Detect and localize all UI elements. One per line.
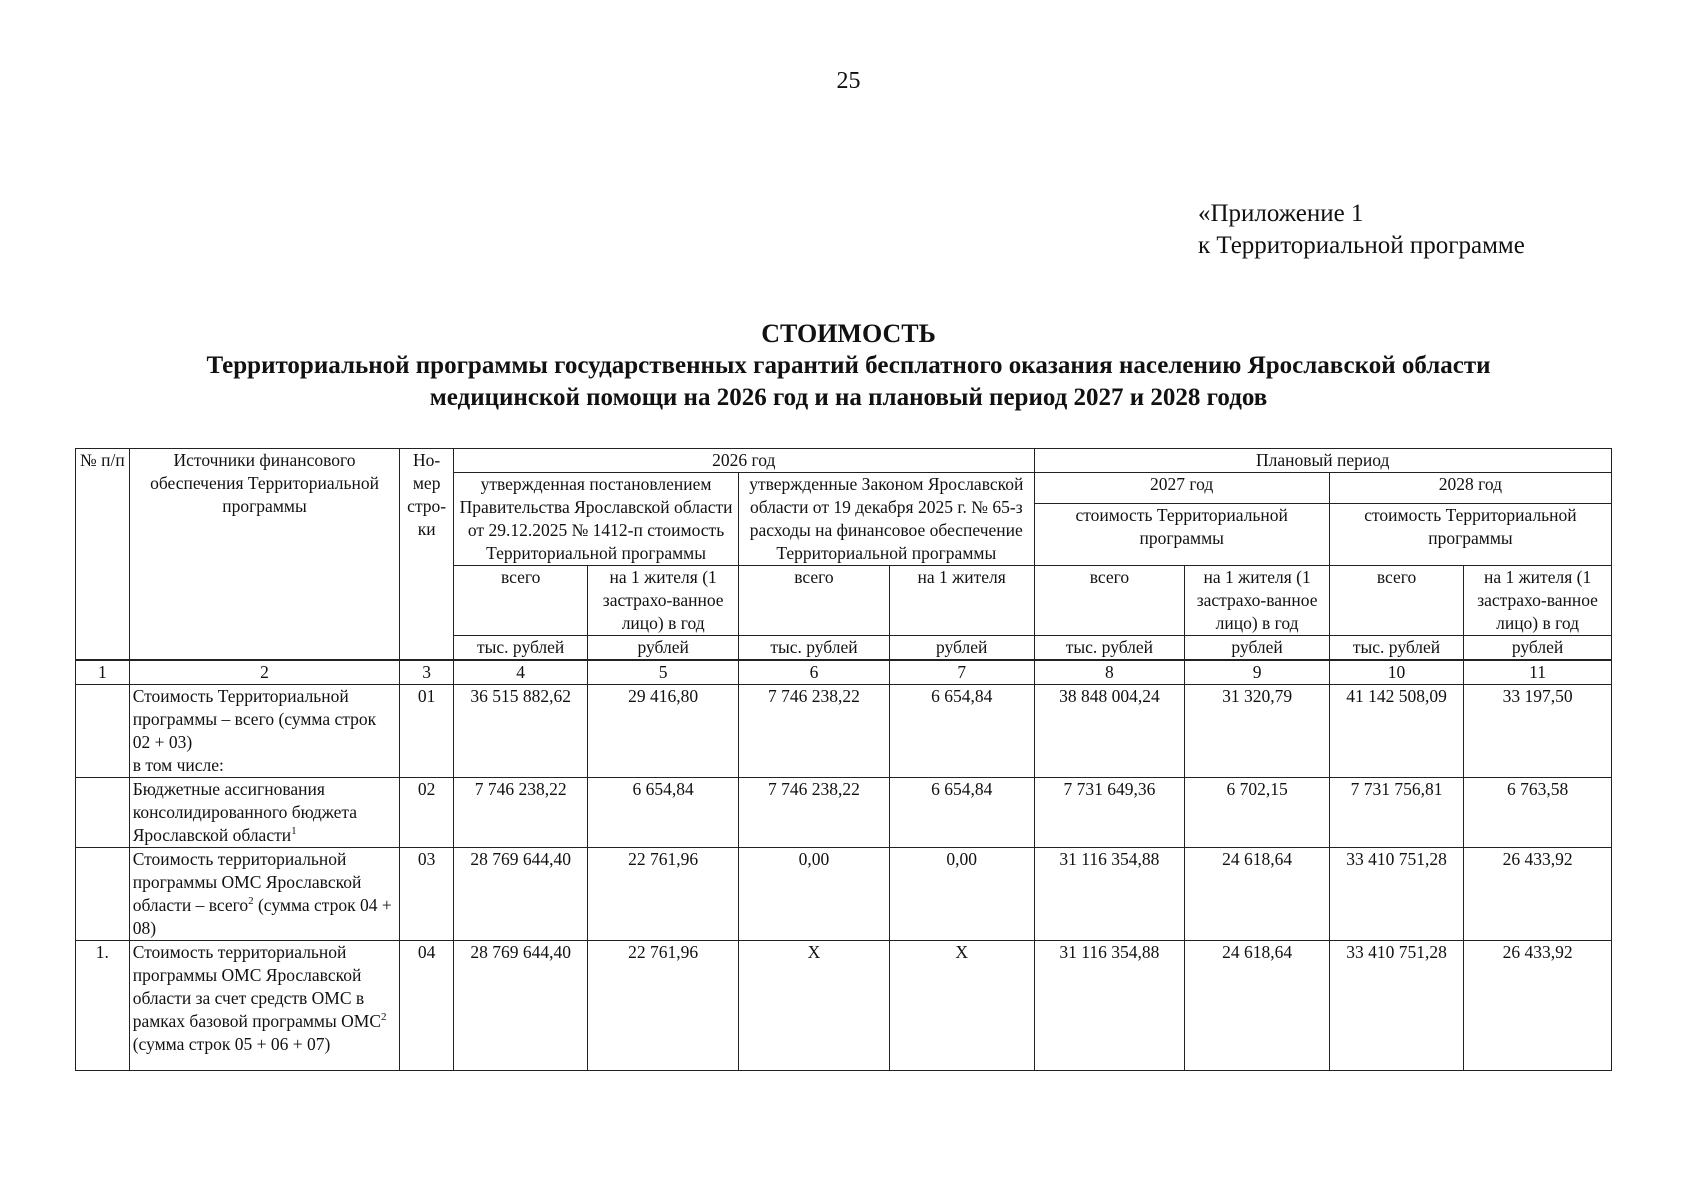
cell-value: 7 731 649,36: [1034, 778, 1185, 848]
unit-cell: рублей: [1185, 636, 1330, 661]
column-number: 3: [400, 660, 454, 685]
column-number-row: [76, 660, 1612, 685]
cell-value: 33 410 751,28: [1329, 941, 1463, 1071]
document-title: [0, 318, 1697, 414]
cell-value: 38 848 004,24: [1034, 685, 1185, 778]
cell-value: 7 746 238,22: [739, 685, 890, 778]
table-row: [76, 848, 1612, 941]
cell-value: 6 654,84: [889, 778, 1034, 848]
row-source: [129, 685, 400, 778]
row-index: 1.: [76, 941, 130, 1071]
header-total: всего: [1329, 566, 1463, 636]
footnote-mark: 2: [381, 1011, 387, 1024]
column-number: 7: [889, 660, 1034, 685]
row-index: [76, 848, 130, 941]
row-source-text-tail: (сумма строк 05 + 06 + 07): [132, 1034, 331, 1054]
cell-value: 6 702,15: [1185, 778, 1330, 848]
header-year-2026: 2026 год: [454, 449, 1034, 473]
column-number: 9: [1185, 660, 1330, 685]
cell-value: 6 763,58: [1464, 778, 1612, 848]
page-number: 25: [836, 68, 861, 94]
cell-value: 24 618,64: [1185, 848, 1330, 941]
header-per-capita-insured: на 1 жителя (1 застрахо-ванное лицо) в год: [588, 566, 739, 636]
row-source-text: Стоимость Территориальной программы – всего (сумма строк 02 + 03): [132, 686, 377, 752]
cell-value: 0,00: [739, 848, 890, 941]
row-source: [129, 848, 400, 941]
header-per-capita-insured: на 1 жителя (1 застрахо-ванное лицо) в год: [1464, 566, 1612, 636]
cell-value: Х: [889, 941, 1034, 1071]
table-row: [76, 778, 1612, 848]
unit-cell: тыс. рублей: [739, 636, 890, 661]
cell-value: 29 416,80: [588, 685, 739, 778]
cell-value: 22 761,96: [588, 848, 739, 941]
cell-value: 41 142 508,09: [1329, 685, 1463, 778]
header-row-number: № п/п: [76, 449, 130, 661]
row-line-number: 02: [400, 778, 454, 848]
cell-value: 33 410 751,28: [1329, 848, 1463, 941]
cell-value: 28 769 644,40: [454, 848, 588, 941]
row-index: [76, 778, 130, 848]
header-total: всего: [1034, 566, 1185, 636]
row-index: [76, 685, 130, 778]
column-number: 1: [76, 660, 130, 685]
unit-cell: рублей: [889, 636, 1034, 661]
cost-table: [75, 448, 1612, 1071]
title-line-2: Территориальной программы государственных гарантий бесплатного оказания населению Ярославской области: [206, 352, 1491, 379]
column-number: 6: [739, 660, 890, 685]
header-planned-period: Плановый период: [1034, 449, 1612, 473]
cell-value: 26 433,92: [1464, 848, 1612, 941]
footnote-mark: 1: [291, 825, 297, 838]
cell-value: 24 618,64: [1185, 941, 1330, 1071]
appendix-line-1: «Приложение 1: [1198, 200, 1364, 227]
header-source: Источники финансового обеспечения Территориальной программы: [129, 449, 400, 661]
column-number: 11: [1464, 660, 1612, 685]
cell-value: 33 197,50: [1464, 685, 1612, 778]
cell-value: 31 116 354,88: [1034, 941, 1185, 1071]
row-source: [129, 778, 400, 848]
row-source-text: Стоимость территориальной программы ОМС Ярославской области за счет средств ОМС в рамках базовой программы ОМС: [132, 942, 382, 1031]
column-number: 4: [454, 660, 588, 685]
cell-value: 22 761,96: [588, 941, 739, 1071]
row-line-number: 04: [400, 941, 454, 1071]
header-per-capita: на 1 жителя: [889, 566, 1034, 636]
header-total: всего: [739, 566, 890, 636]
cell-value: 31 320,79: [1185, 685, 1330, 778]
cell-value: Х: [739, 941, 890, 1071]
unit-cell: рублей: [1464, 636, 1612, 661]
unit-cell: рублей: [588, 636, 739, 661]
cell-value: 0,00: [889, 848, 1034, 941]
header-year-2028: 2028 год: [1329, 473, 1611, 504]
cell-value: 6 654,84: [588, 778, 739, 848]
footnote-mark: 2: [248, 895, 254, 908]
row-source-text-tail: (сумма строк 04 + 08): [132, 895, 392, 938]
header-line-number: Но-мер стро-ки: [400, 449, 454, 661]
appendix-line-2: к Территориальной программе: [1198, 232, 1525, 259]
row-source: [129, 941, 400, 1071]
column-number: 2: [129, 660, 400, 685]
title-line-3: медицинской помощи на 2026 год и на плановый период 2027 и 2028 годов: [429, 384, 1268, 411]
cell-value: 28 769 644,40: [454, 941, 588, 1071]
row-source-text: Стоимость территориальной программы ОМС Ярославской области – всего: [132, 849, 362, 915]
cell-value: 7 731 756,81: [1329, 778, 1463, 848]
row-line-number: 01: [400, 685, 454, 778]
header-approved-law: утвержденные Законом Ярославской области от 19 декабря 2025 г. № 65-з расходы на финансовое обеспечение Территориальной программы: [739, 473, 1034, 566]
header-per-capita-insured: на 1 жителя (1 застрахо-ванное лицо) в год: [1185, 566, 1330, 636]
cell-value: 36 515 882,62: [454, 685, 588, 778]
appendix-caption: [1198, 198, 1525, 262]
cell-value: 31 116 354,88: [1034, 848, 1185, 941]
unit-cell: тыс. рублей: [1329, 636, 1463, 661]
header-approved-gov: утвержденная постановлением Правительства Ярославской области от 29.12.2025 № 1412-п стоимость Территориальной программы: [454, 473, 739, 566]
header-cost-2027: стоимость Территориальной программы: [1034, 504, 1329, 566]
table-row: [76, 941, 1612, 1071]
unit-cell: тыс. рублей: [1034, 636, 1185, 661]
column-number: 8: [1034, 660, 1185, 685]
row-source-extra: в том числе:: [132, 755, 224, 775]
column-number: 10: [1329, 660, 1463, 685]
row-source-text: Бюджетные ассигнования консолидированного бюджета Ярославской области: [132, 779, 357, 845]
cell-value: 6 654,84: [889, 685, 1034, 778]
header-cost-2028: стоимость Территориальной программы: [1329, 504, 1611, 566]
row-line-number: 03: [400, 848, 454, 941]
cell-value: 26 433,92: [1464, 941, 1612, 1071]
title-main: СТОИМОСТЬ: [761, 319, 936, 348]
header-year-2027: 2027 год: [1034, 473, 1329, 504]
header-total: всего: [454, 566, 588, 636]
column-number: 5: [588, 660, 739, 685]
cell-value: 7 746 238,22: [739, 778, 890, 848]
cell-value: 7 746 238,22: [454, 778, 588, 848]
table-row: [76, 685, 1612, 778]
unit-cell: тыс. рублей: [454, 636, 588, 661]
